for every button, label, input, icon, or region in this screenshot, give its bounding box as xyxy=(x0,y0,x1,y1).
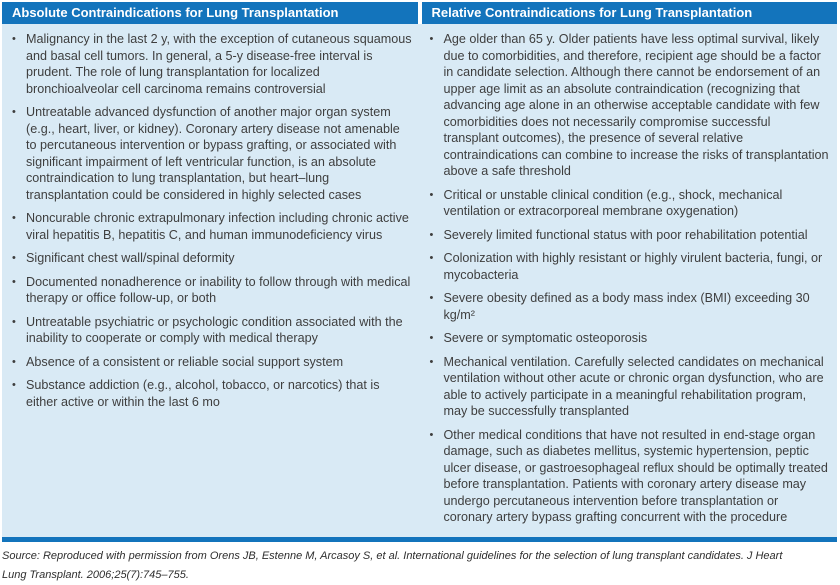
bullet-icon: • xyxy=(429,228,434,241)
bullet-icon: • xyxy=(12,252,16,264)
list-item xyxy=(430,187,830,220)
bullet-icon: • xyxy=(12,212,16,224)
bullet-icon: • xyxy=(12,106,16,118)
list-item xyxy=(12,250,412,267)
bullet-icon: • xyxy=(429,33,434,45)
table-header-row xyxy=(2,2,837,24)
list-item-text: Noncurable chronic extrapulmonary infection including chronic active viral hepatitis B, hepatitis C, and human immunodeficiency virus xyxy=(26,211,409,242)
list-item xyxy=(430,330,830,347)
bullet-icon: • xyxy=(429,188,434,201)
list-item xyxy=(12,104,412,203)
bullet-icon: • xyxy=(429,428,434,441)
list-item-text: Other medical conditions that have not resulted in end-stage organ damage, such as diabetes mellitus, systemic hypertension, peptic ulcer disease, or gastroesophageal reflux should be optimally treated before transplantation. Patients with coronary artery disease may undergo percutaneous intervention before transplantation or coronary artery bypass grafting concurrent with the procedure xyxy=(443,427,828,524)
list-item-text: Untreatable advanced dysfunction of another major organ system (e.g., heart, liver, or kidney). Coronary artery disease not amenable to percutaneous intervention or bypass grafting, or associated with significant impairment of left ventricular function, is an absolute contraindication to lung transplantation, but heart–lung transplantation could be considered in highly selected cases xyxy=(26,105,400,202)
list-item-text: Absence of a consistent or reliable social support system xyxy=(26,354,344,369)
bullet-icon: • xyxy=(429,355,434,368)
list-item-text: Severely limited functional status with poor rehabilitation potential xyxy=(443,227,808,242)
list-item xyxy=(12,314,412,347)
list-item xyxy=(12,274,412,307)
list-item-text: Colonization with highly resistant or highly virulent bacteria, fungi, or mycobacteria xyxy=(443,251,823,282)
list-item-text: Mechanical ventilation. Carefully selected candidates on mechanical ventilation without other acute or chronic organ dysfunction, who are able to actively participate in a meaningful rehabilitation program, may be successfully transplanted xyxy=(443,354,824,418)
column-header-absolute-contraindications: Absolute Contraindications for Lung Transplantation xyxy=(2,2,418,24)
list-item-text: Substance addiction (e.g., alcohol, tobacco, or narcotics) that is either active or within the last 6 mo xyxy=(26,378,380,409)
list-item-text: Malignancy in the last 2 y, with the exception of cutaneous squamous and basal cell tumors. In general, a 5-y disease-free interval is prudent. The role of lung transplantation for localized bronchioalveolar cell carcinoma remains controversial xyxy=(26,32,412,96)
list-item xyxy=(430,31,830,180)
list-item xyxy=(12,354,412,371)
bullet-icon: • xyxy=(12,355,16,368)
list-item xyxy=(430,354,830,420)
relative-contraindications-list xyxy=(420,24,838,537)
bullet-icon: • xyxy=(429,332,434,344)
bullet-icon: • xyxy=(429,292,434,304)
list-item xyxy=(430,427,830,526)
list-item xyxy=(12,377,412,410)
bullet-icon: • xyxy=(12,33,16,45)
list-item-text: Untreatable psychiatric or psychologic condition associated with the inability to cooperate or comply with medical therapy xyxy=(26,314,403,345)
source-citation: Source: Reproduced with permission from Orens JB, Estenne M, Arcasoy S, et al. International guidelines for the selection of lung transplant candidates. J Heart Lung Transplant. 2006;25(7):745–755. xyxy=(2,550,783,581)
list-item-text: Age older than 65 y. Older patients have less optimal survival, likely due to comorbidities, and therefore, recipient age should be a factor in candidate selection. Although there cannot be endorsement of an upper age limit as an absolute contraindication (recognizing that advancing age alone in an otherwise acceptable candidate with few comorbidities does not necessarily compromise successful transplant outcomes), the presence of several relative contraindications can combine to increase the risks of transplantation above a safe threshold xyxy=(443,32,829,178)
list-item-text: Severe or symptomatic osteoporosis xyxy=(443,331,648,345)
list-item-text: Critical or unstable clinical condition (e.g., shock, mechanical ventilation or extracorporeal membrane oxygenation) xyxy=(443,187,783,218)
list-item xyxy=(430,250,830,283)
column-header-relative-contraindications: Relative Contraindications for Lung Transplantation xyxy=(422,2,838,24)
bullet-icon: • xyxy=(12,379,16,391)
list-item-text: Documented nonadherence or inability to follow through with medical therapy or office follow-up, or both xyxy=(26,274,411,305)
list-item xyxy=(12,31,412,97)
bullet-icon: • xyxy=(12,275,16,288)
bullet-icon: • xyxy=(12,315,16,328)
list-item xyxy=(430,227,830,244)
absolute-contraindications-list xyxy=(2,24,420,537)
list-item-text: Severe obesity defined as a body mass index (BMI) exceeding 30 kg/m² xyxy=(443,291,810,322)
table-body xyxy=(2,24,837,537)
list-item xyxy=(12,210,412,243)
list-item-text: Significant chest wall/spinal deformity xyxy=(26,251,235,265)
bullet-icon: • xyxy=(429,252,434,264)
list-item xyxy=(430,290,830,323)
